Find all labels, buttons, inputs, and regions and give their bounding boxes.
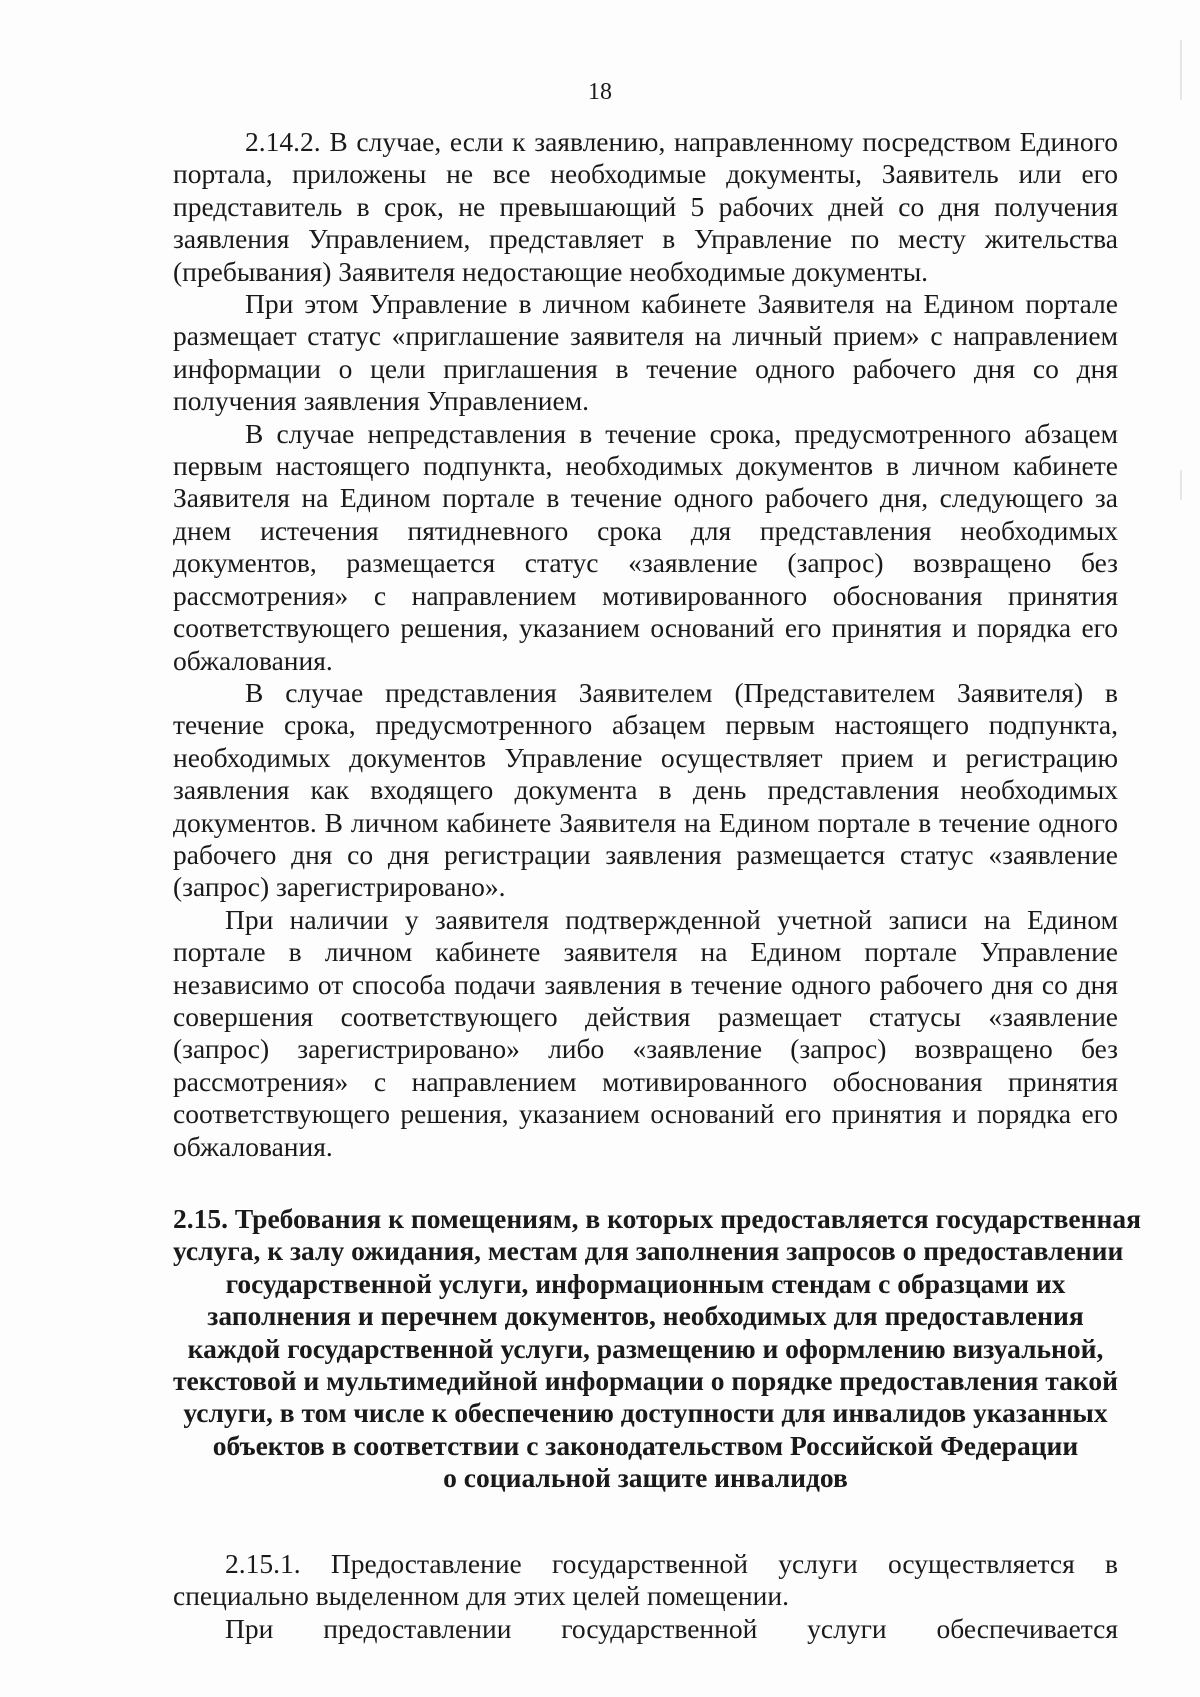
scan-edge-mark — [1180, 470, 1182, 500]
paragraph: В случае непредставления в течение срока, предусмотренного абзацем первым настоящего подпункта, необходимых документов в личном кабинете Заявителя на Едином портале в течение одного рабочего дня, следующего за днем истечения пятидневного срока для представления необходимых документов, размещается статус «заявление (запрос) возвращено без рассмотрения» с направлением мотивированного обоснования принятия соответствующего решения, указанием оснований его принятия и порядка его обжалования. — [173, 417, 1118, 676]
paragraph: В случае представления Заявителем (Представителем Заявителя) в течение срока, предусмотренного абзацем первым настоящего подпункта, необходимых документов Управление осуществляет прием и регистрацию заявления как входящего документа в день представления необходимых документов. В личном кабинете Заявителя на Едином портале в течение одного рабочего дня со дня регистрации заявления размещается статус «заявление (запрос) зарегистрировано». — [173, 676, 1118, 903]
heading-line: 2.15. Требования к помещениям, в которых предоставляется государственная — [173, 1203, 1141, 1234]
heading-line: каждой государственной услуги, размещению и оформлению визуальной, — [187, 1332, 1104, 1364]
section-heading-2-15 — [173, 1203, 1141, 1495]
paragraph: При предоставлении государственной услуги обеспечивается — [225, 1612, 1118, 1644]
paragraph: 2.14.2. В случае, если к заявлению, направленному посредством Единого портала, приложены не все необходимые документы, Заявитель или его представитель в срок, не превышающий 5 рабочих дней со дня получения заявления Управлением, представляет в Управление по месту жительства (пребывания) Заявителя недостающие необходимые документы. — [173, 126, 1118, 287]
heading-line: услуга, к залу ожидания, местам для заполнения запросов о предоставлении — [173, 1235, 1124, 1267]
paragraph: При этом Управление в личном кабинете Заявителя на Едином портале размещает статус «приглашение заявителя на личный прием» с направлением информации о цели приглашения в течение одного рабочего дня со дня получения заявления Управлением. — [173, 288, 1118, 417]
page-number: 18 — [588, 79, 612, 105]
clause-2-15-1 — [173, 1548, 1118, 1645]
paragraph: 2.15.1. Предоставление государственной услуги осуществляется в специально выделенном для этих целей помещении. — [173, 1548, 1118, 1612]
heading-line: текстовой и мультимедийной информации о порядке предоставления такой — [173, 1365, 1118, 1397]
heading-line: заполнения и перечнем документов, необходимых для предоставления — [207, 1300, 1084, 1332]
clause-2-14-2 — [173, 126, 1118, 1163]
heading-line: объектов в соответствии с законодательством Российской Федерации — [212, 1429, 1079, 1461]
paragraph: При наличии у заявителя подтвержденной учетной записи на Едином портале в личном кабинете заявителя на Едином портале Управление независимо от способа подачи заявления в течение одного рабочего дня со дня совершения соответствующего действия размещает статусы «заявление (запрос) зарегистрировано» либо «заявление (запрос) возвращено без рассмотрения» с направлением мотивированного обоснования принятия соответствующего решения, указанием оснований его принятия и порядка его обжалования. — [173, 903, 1118, 1162]
heading-line: государственной услуги, информационным стендам с образцами их — [225, 1267, 1066, 1299]
heading-line: услуги, в том числе к обеспечению доступности для инвалидов указанных — [183, 1397, 1108, 1429]
heading-line: о социальной защите инвалидов — [443, 1462, 848, 1494]
